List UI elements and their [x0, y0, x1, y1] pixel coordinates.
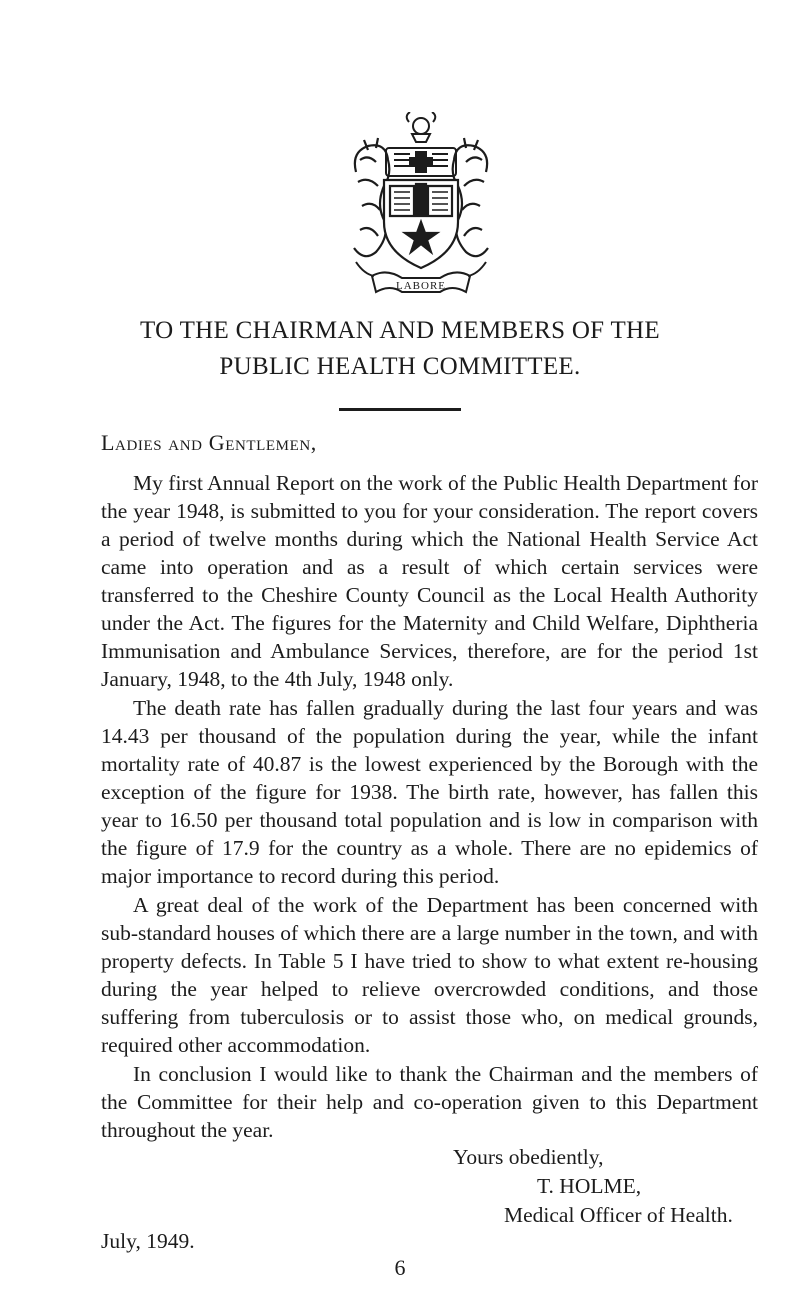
heading-divider [339, 408, 461, 411]
crest-shield-icon [384, 180, 458, 268]
page-number: 6 [394, 1255, 406, 1280]
crest-chief-band-icon [386, 148, 456, 176]
paragraph-1: My first Annual Report on the work of the Public Health Department for the year 1948, is submitted to you for your consideration. The report covers a period of twelve months during which the National Health Service Act came into operation and as a result of which certain services were transferred to the Cheshire County Council as the Local Health Authority under the Act. The figures for the Maternity and Child Welfare, Diphtheria Immunisation and Ambulance Services, therefore, are for the period 1st January, 1948, to the 4th July, 1948 only. [101, 471, 758, 691]
salutation: Ladies and Gentlemen, [101, 430, 317, 455]
signature-name: T. HOLME, [537, 1174, 642, 1198]
signature-closing: Yours obediently, [453, 1145, 604, 1169]
borough-crest-emblem [346, 112, 496, 304]
heading-line-2: PUBLIC HEALTH COMMITTEE. [219, 353, 581, 380]
paragraph-2: The death rate has fallen gradually during the last four years and was 14.43 per thousand of the population during the year, while the infant mortality rate of 40.87 is the lowest experienced by the Borough with the exception of the figure for 1938. The birth rate, however, has fallen this year to 16.50 per thousand total population and is low in comparison with the figure of 17.9 for the country as a whole. There are no epidemics of major importance to record during this period. [101, 696, 758, 888]
paragraph-3: A great deal of the work of the Department has been concerned with sub-standard houses of which there are a large number in the town, and with property defects. In Table 5 I have tried to show to what extent re-housing during the year helped to relieve overcrowded conditions, and those suffering from tuberculosis or to assist those who, on medical grounds, required other accommodation. [101, 893, 758, 1057]
paragraph-4: In conclusion I would like to thank the Chairman and the members of the Committee for their help and co-operation given to this Department throughout the year. [101, 1062, 758, 1142]
heading-line-1: TO THE CHAIRMAN AND MEMBERS OF THE [140, 317, 660, 344]
crest-motto-text: LABORE [396, 280, 446, 292]
signature-title: Medical Officer of Health. [504, 1203, 733, 1227]
crest-top-ornament-icon [407, 112, 436, 142]
letter-date: July, 1949. [101, 1229, 195, 1253]
